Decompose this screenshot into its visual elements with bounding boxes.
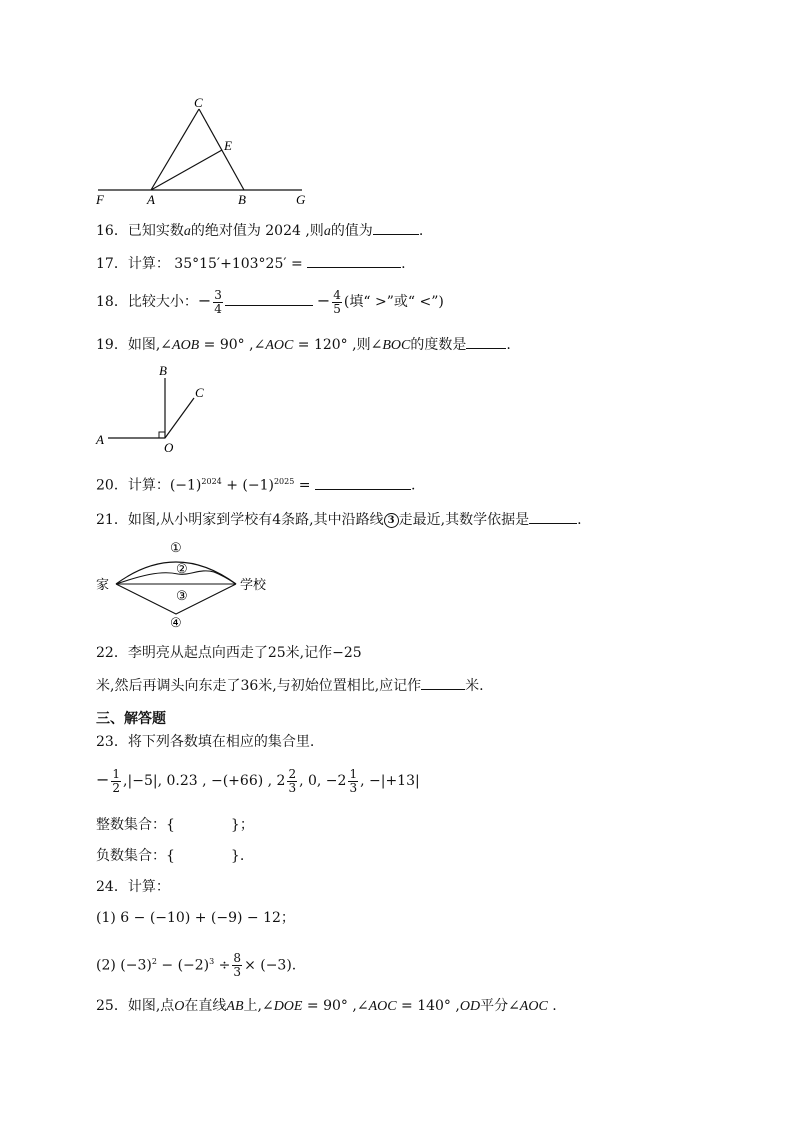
answer-blank-21[interactable] xyxy=(529,509,577,524)
label-school: 学校 xyxy=(240,577,267,592)
label-route-3: ③ xyxy=(176,588,188,603)
angle-figure xyxy=(90,362,220,457)
question-18: 18．比较大小：− $\frac{3}{4}$ − $\frac{4}{5}$ (填“ >”或“ <”) xyxy=(96,287,444,316)
segment-cb xyxy=(199,109,244,190)
ray-oc xyxy=(165,398,194,438)
circled-number-3: 3 xyxy=(384,513,399,528)
question-25: 25．如图,点O在直线AB上,∠DOE = 90° ,∠AOC = 140° ,OD平分∠AOC . xyxy=(96,998,557,1014)
label-e: E xyxy=(224,138,232,153)
fraction-8-3: $\frac{8}{3}$ xyxy=(233,951,242,980)
label-home: 家 xyxy=(96,577,110,592)
question-22-line2: 米,然后再调头向东走了36米,与初始位置相比,应记作 米. xyxy=(96,675,484,696)
question-24-part-1: (1) 6 − (−10) + (−9) − 12； xyxy=(96,910,295,926)
routes-figure xyxy=(90,538,290,630)
label-b: B xyxy=(159,363,167,378)
answer-blank-19[interactable] xyxy=(466,334,506,349)
label-b: B xyxy=(238,192,246,207)
negative-set-field[interactable] xyxy=(175,846,231,860)
negative-set: 负数集合：{ }. xyxy=(96,848,245,864)
label-a: A xyxy=(147,192,155,207)
question-21: 21．如图,从小明家到学校有4条路,其中沿路线 3 走最近,其数学依据是 . xyxy=(96,509,582,530)
answer-blank-20[interactable] xyxy=(315,475,411,490)
label-g: G xyxy=(296,192,306,207)
question-20: 20．计算：$(-1)^{2024} + (-1)^{2025}$ = . xyxy=(96,472,415,496)
question-17: 17．计算： 35°15′+103°25′ = . xyxy=(96,253,406,274)
question-23: 23．将下列各数填在相应的集合里. xyxy=(96,734,315,750)
label-route-4: ④ xyxy=(170,615,182,630)
right-angle-mark xyxy=(159,432,165,438)
question-23-numbers: − $\frac{1}{2}$ ,|−5|, 0.23 , −(+66) , 2 $\frac{2}{3}$ , 0, −2 $\frac{1}{3}$ , −|+13| xyxy=(96,766,420,795)
answer-blank-17[interactable] xyxy=(307,253,401,268)
question-16: 16．已知实数a的绝对值为 2024 ,则a的值为 . xyxy=(96,220,423,242)
label-f: F xyxy=(96,192,104,207)
label-route-2: ② xyxy=(176,561,188,576)
answer-blank-18[interactable] xyxy=(225,291,313,306)
question-22-line1: 22．李明亮从起点向西走了25米,记作−25 xyxy=(96,645,362,661)
label-a: A xyxy=(96,432,104,447)
triangle-figure xyxy=(90,92,320,207)
question-19: 19．如图,∠AOB = 90° ,∠AOC = 120° ,则∠BOC的度数是 . xyxy=(96,334,511,356)
integer-set-field[interactable] xyxy=(175,815,231,829)
segment-ac xyxy=(151,109,199,190)
label-c: C xyxy=(195,385,204,400)
answer-blank-22[interactable] xyxy=(421,675,465,690)
label-route-1: ① xyxy=(170,540,182,555)
integer-set: 整数集合：{ }； xyxy=(96,817,254,833)
section-heading: 三、解答题 xyxy=(96,711,166,727)
fraction-3-4: $\frac{3}{4}$ xyxy=(214,287,222,316)
label-o: O xyxy=(164,440,174,455)
label-c: C xyxy=(194,95,203,110)
question-24-part-2: (2) $(-3)^2 - (-2)^3$ ÷ $\frac{8}{3}$ × (−3). xyxy=(96,951,297,980)
fraction-4-5: $\frac{4}{5}$ xyxy=(333,287,341,316)
segment-ae xyxy=(151,150,222,190)
answer-blank-16[interactable] xyxy=(373,220,419,235)
question-24: 24．计算： xyxy=(96,879,170,895)
